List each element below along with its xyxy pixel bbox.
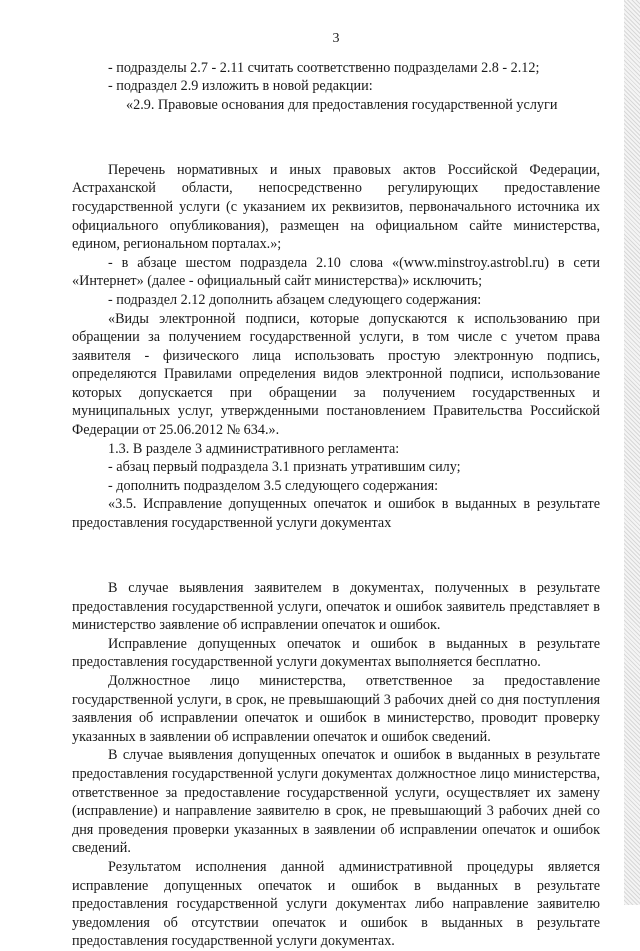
paragraph: Перечень нормативных и иных правовых актов Российской Федерации, Астраханской области, непосредственно регулирующих предоставление государственной услуги (с указанием их реквизитов, первоначального источника их официального опубликования), размещен на официальном сайте министерства, едином, региональном порталах.»; xyxy=(72,161,600,253)
page-number: 3 xyxy=(332,31,340,46)
paragraph: 1.3. В разделе 3 административного регламента: xyxy=(108,440,400,457)
paragraph: Должностное лицо министерства, ответственное за предоставление государственной услуги, в срок, не превышающий 3 рабочих дней со дня поступления заявления об исправлении опечаток и ошибок в министерство, проводит проверку указанных в заявлении об исправлении опечаток и ошибок сведений. xyxy=(72,672,600,745)
paragraph: В случае выявления заявителем в документах, полученных в результате предоставления государственной услуги, опечаток и ошибок заявитель представляет в министерство заявление об исправлении опечаток и ошибок. xyxy=(72,580,600,634)
paragraph: - подраздел 2.9 изложить в новой редакции: xyxy=(108,78,373,95)
paragraph: - в абзаце шестом подраздела 2.10 слова «(www.minstroy.astrobl.ru) в сети «Интернет» (далее - официальный сайт министерства)» исключить; xyxy=(72,254,600,290)
paragraph: «3.5. Исправление допущенных опечаток и ошибок в выданных в результате предоставления государственной услуги документах xyxy=(72,496,600,532)
scan-edge-strip xyxy=(624,0,640,905)
paragraph-gap xyxy=(72,547,600,565)
paragraph: «Виды электронной подписи, которые допускаются к использованию при обращении за получением государственной услуги, в том числе с учетом права заявителя - физического лица использовать простую электронную подпись, определяются Правилами определения видов электронной подписи, использование которых допускается при обращении за получением государственных и муниципальных услуг, утвержденными постановлением Правительства Российской Федерации от 25.06.2012 № 634.». xyxy=(72,310,600,439)
paragraph: - дополнить подразделом 3.5 следующего содержания: xyxy=(108,477,439,494)
paragraph: В случае выявления допущенных опечаток и ошибок в выданных в результате предоставления государственной услуги документах должностное лицо министерства, ответственное за предоставление государственной услуги, осуществляет их замену (исправление) и направление заявителю в срок, не превышающий 3 рабочих дней со дня проведения проверки указанных в заявлении об исправлении опечаток и ошибок сведений. xyxy=(72,747,600,857)
paragraph: - абзац первый подраздела 3.1 признать утратившим силу; xyxy=(108,459,461,476)
paragraph-gap xyxy=(72,129,600,147)
paragraph: Результатом исполнения данной административной процедуры является исправление допущенных опечаток и ошибок в выданных в результате предоставления государственной услуги документах либо направление заявителю уведомления об отсутствии опечаток и ошибок в выданных в результате предоставления государственной услуги документах. xyxy=(72,858,600,950)
paragraph: - подраздел 2.12 дополнить абзацем следующего содержания: xyxy=(108,291,482,308)
paragraph: Исправление допущенных опечаток и ошибок в выданных в результате предоставления государственной услуги документах выполняется бесплатно. xyxy=(72,635,600,671)
document-page xyxy=(72,30,600,951)
paragraph: - подразделы 2.7 - 2.11 считать соответственно подразделами 2.8 - 2.12; xyxy=(108,59,540,76)
document-body xyxy=(72,59,600,951)
paragraph: «2.9. Правовые основания для предоставления государственной услуги xyxy=(126,96,558,113)
